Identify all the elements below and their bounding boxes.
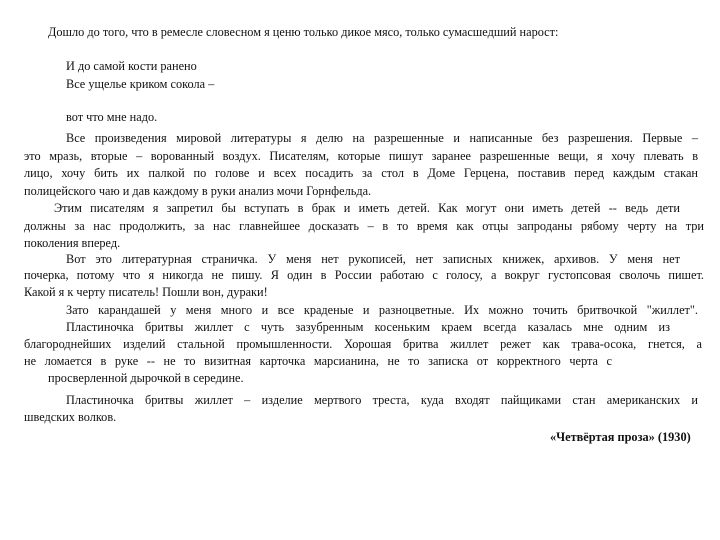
text-line: Пластиночка бритвы жиллет с чуть зазубренным косеньким краем всегда казалась мне одним из bbox=[66, 320, 670, 334]
text-line: благороднейших изделий стальной промышленности. Хорошая бритва жиллет режет как трава-осока, гнется, а bbox=[24, 337, 702, 351]
text-line: Пластиночка бритвы жиллет – изделие мертвого треста, куда входят пайщиками стан американских и bbox=[66, 393, 698, 407]
text-line: не ломается в руке -- не то визитная карточка марсианина, не то записка от корректного черта с bbox=[24, 354, 612, 368]
text-line: почерка, потому что я никогда не пишу. Я один в России работаю с голосу, а вокруг густопсовая сволочь пишет. bbox=[24, 268, 704, 282]
text-line: Этим писателям я запретил бы вступать в брак и иметь детей. Как могут они иметь детей -- ведь дети bbox=[54, 201, 680, 215]
verse-line: И до самой кости ранено bbox=[66, 59, 197, 73]
verse-end: вот что мне надо. bbox=[66, 110, 158, 124]
text-line: Зато карандашей у меня много и все краденые и разноцветные. Их можно точить бритвочкой "жиллет". bbox=[66, 303, 698, 317]
text-line: это мразь, вторые – ворованный воздух. Писателям, которые пишут заранее разрешенные вещи, я хочу плевать в bbox=[24, 149, 698, 163]
text-line: просверленной дырочкой в середине. bbox=[48, 371, 244, 385]
epigraph-intro: Дошло до того, что в ремесле словесном я ценю только дикое мясо, только сумасшедший нарост: bbox=[48, 25, 559, 39]
text-line: Вот это литературная страничка. У меня нет рукописей, нет записных книжек, архивов. У меня нет bbox=[66, 252, 680, 266]
verse-line: Все ущелье криком сокола – bbox=[66, 77, 215, 91]
text-line: Какой я к черту писатель! Пошли вон, дураки! bbox=[24, 285, 268, 299]
text-line: полицейского чаю и дав каждому в руки анализ мочи Горнфельда. bbox=[24, 184, 372, 198]
text-line: шведских волков. bbox=[24, 410, 117, 424]
text-line: Все произведения мировой литературы я делю на разрешенные и написанные без разрешения. Первые – bbox=[66, 131, 698, 145]
text-line: лицо, хочу бить их палкой по голове и всех посадить за стол в Доме Герцена, поставив перед каждым стакан bbox=[24, 166, 698, 180]
text-line: поколения вперед. bbox=[24, 236, 121, 250]
signature: «Четвёртая проза» (1930) bbox=[550, 430, 691, 444]
text-line: должны за нас продолжить, за нас главнейшее досказать – в то время как отцы запроданы рябому черту на три bbox=[24, 219, 704, 233]
